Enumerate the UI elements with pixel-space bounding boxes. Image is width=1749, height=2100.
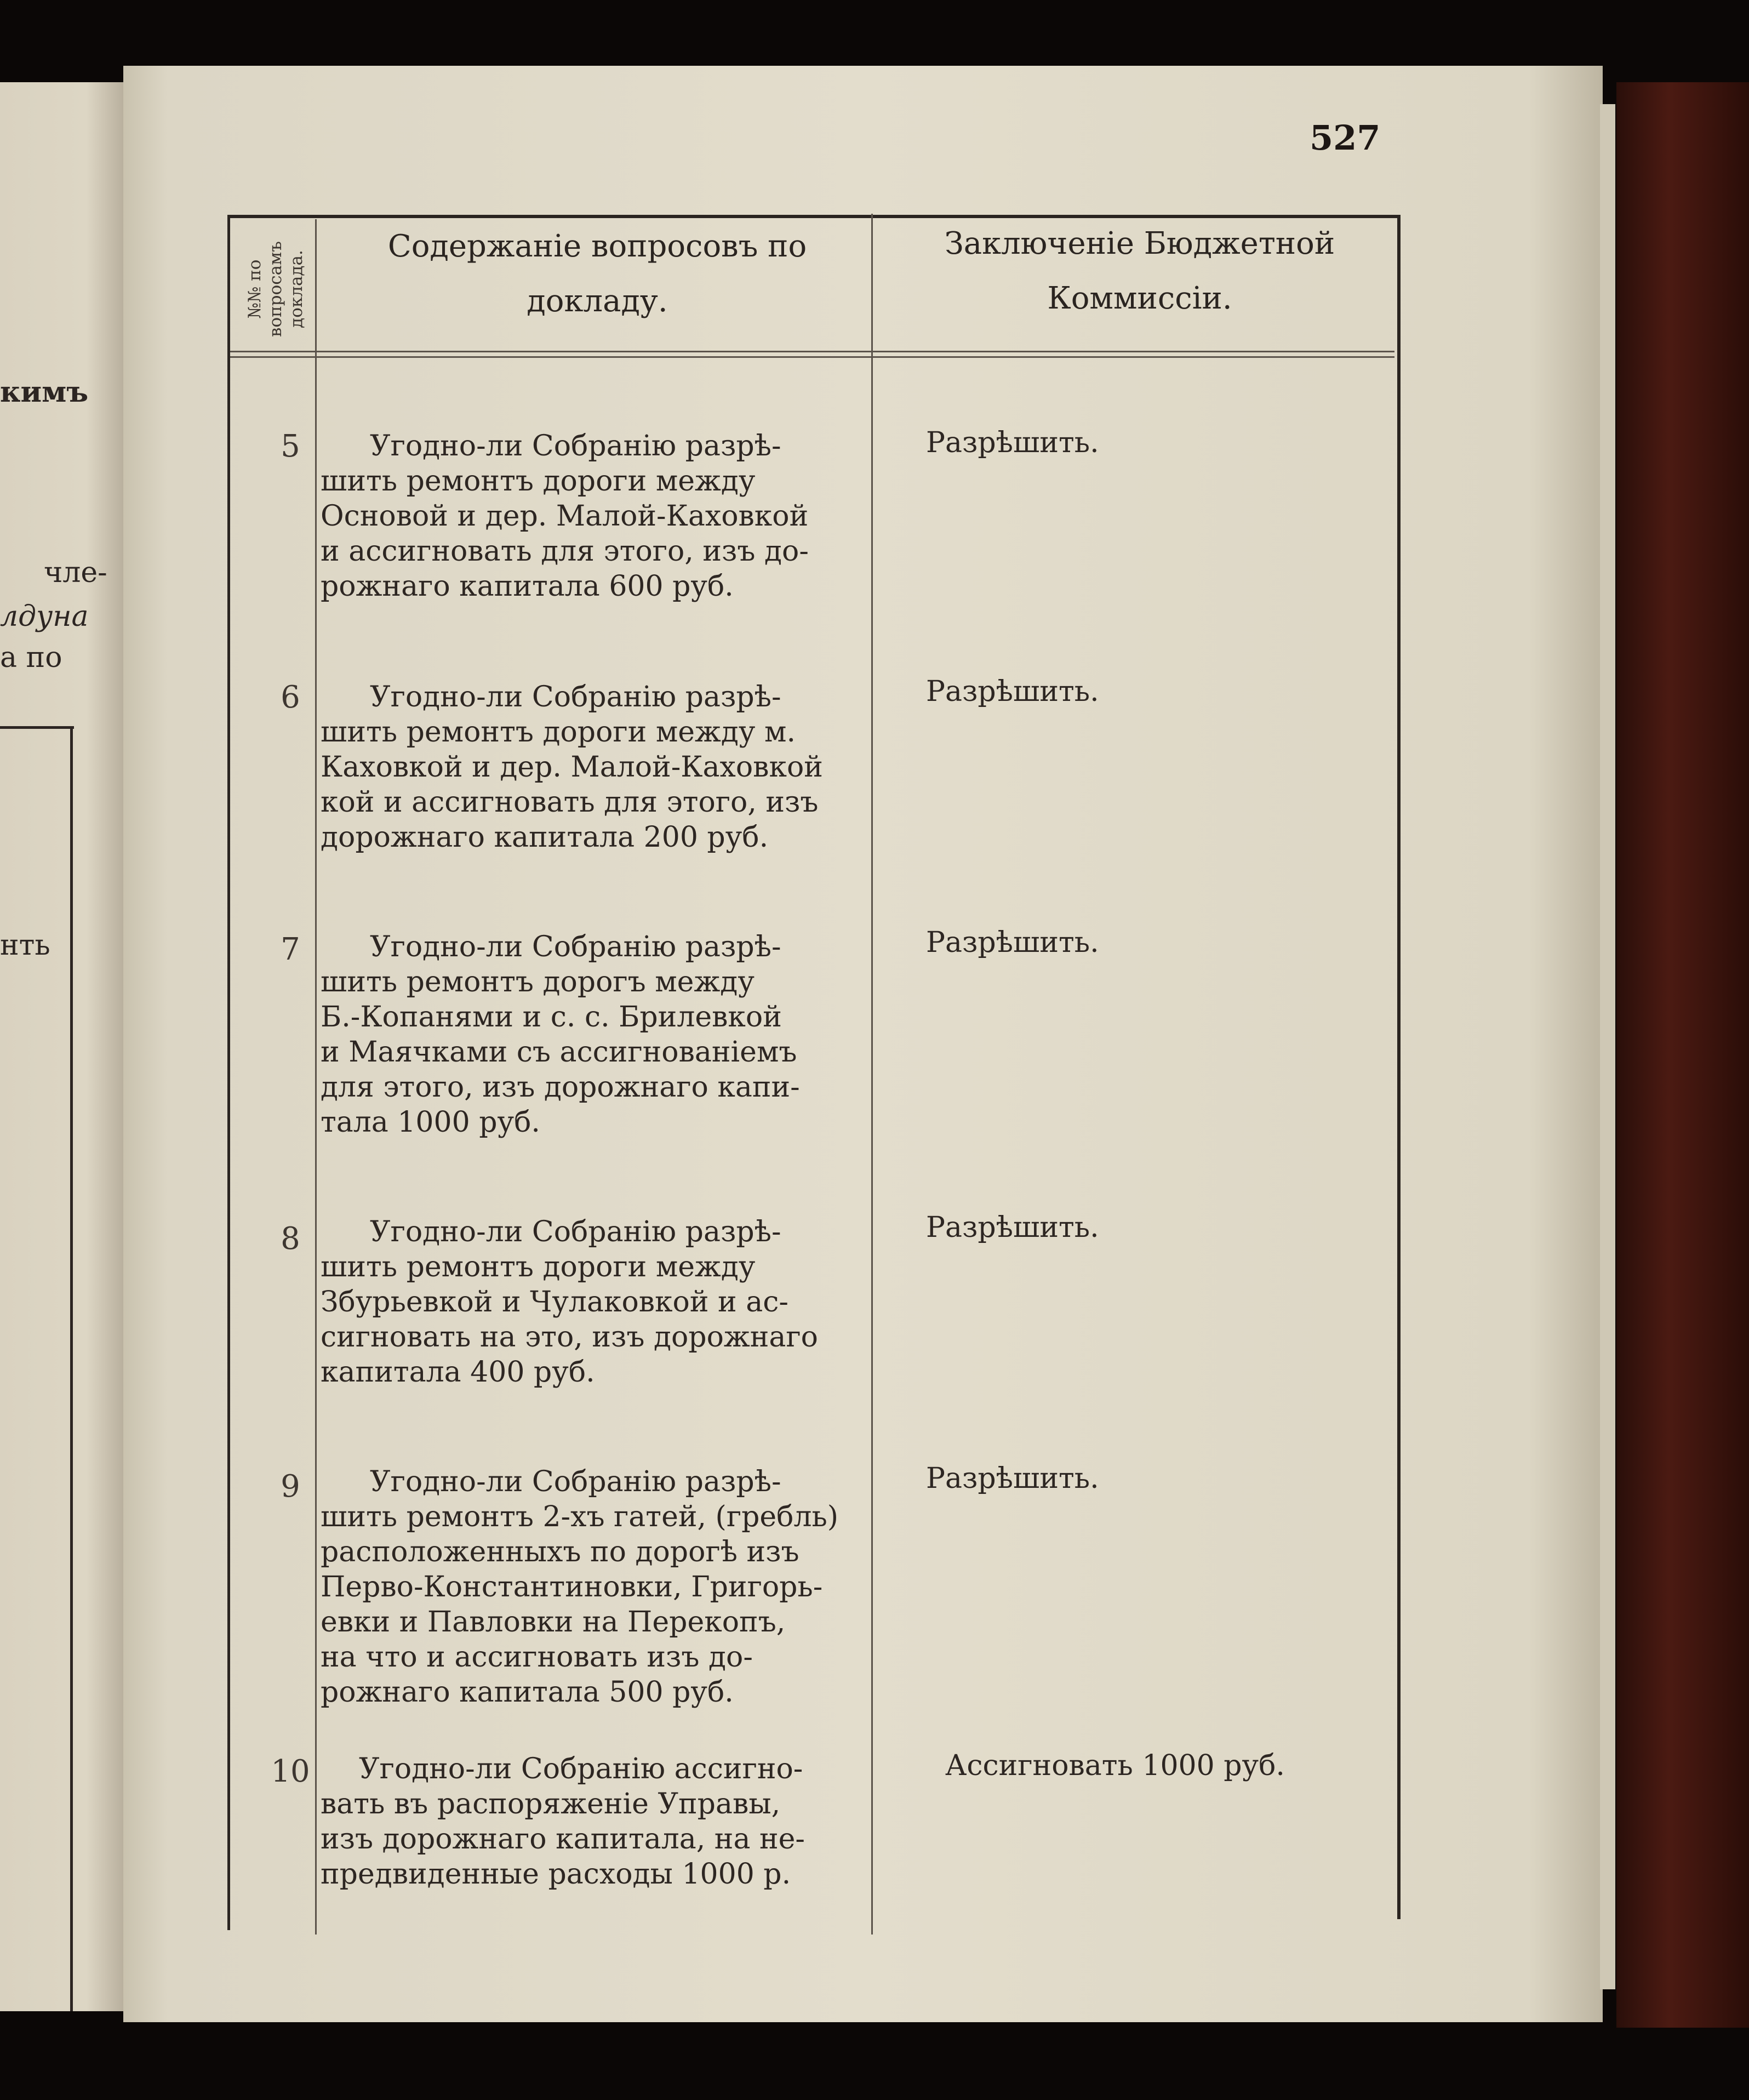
question-line: и ассигновать для этого, изъ до- — [321, 535, 809, 568]
question-line: и Маячками съ ассигнованіемъ — [321, 1036, 797, 1069]
question-line: Угодно-ли Собранію разрѣ- — [370, 1216, 781, 1248]
question-line: Перво-Константиновки, Григорь- — [321, 1571, 823, 1603]
question-line: Угодно-ли Собранію разрѣ- — [370, 1465, 781, 1498]
question-line: вать въ распоряженіе Управы, — [321, 1788, 781, 1821]
question-line: тала 1000 руб. — [321, 1106, 540, 1139]
header-number-column: №№ по вопросамъ доклада. — [245, 241, 306, 337]
row-answer: Разрѣшить. — [926, 1462, 1099, 1495]
row-question — [321, 1751, 860, 1892]
question-line: Збурьевкой и Чулаковкой и ас- — [321, 1286, 788, 1319]
question-line: Угодно-ли Собранію разрѣ- — [370, 681, 781, 714]
prev-page-fragment-3: лдуна — [0, 600, 89, 633]
row-number: 5 — [281, 429, 300, 464]
question-line: кой и ассигновать для этого, изъ — [321, 786, 819, 819]
header-content-line-2: докладу. — [527, 283, 668, 319]
prev-page-column-rule — [70, 726, 73, 2011]
column-rule-1 — [315, 219, 317, 1934]
row-answer: Разрѣшить. — [926, 926, 1099, 959]
question-line: расположенныхъ по дорогѣ изъ — [321, 1536, 799, 1568]
question-line: шить ремонтъ 2-хъ гатей, (гребль) — [321, 1500, 839, 1533]
question-line: сигновать на это, изъ дорожнаго — [321, 1321, 818, 1354]
header-conclusion — [888, 216, 1392, 326]
prev-page-fragment-4: а по — [0, 641, 62, 674]
row-number: 6 — [281, 680, 300, 715]
book-binding — [1616, 82, 1749, 2028]
row-number: 7 — [281, 932, 300, 967]
page-edge — [1600, 104, 1615, 1989]
column-rule-2 — [871, 214, 873, 1934]
prev-page-fragment-5: нть — [0, 929, 50, 962]
row-answer: Ассигновать 1000 руб. — [945, 1749, 1285, 1782]
question-line: шить ремонтъ дороги между — [321, 1251, 756, 1283]
header-conclusion-line-2: Коммиссіи. — [1047, 281, 1232, 316]
question-line: Основой и дер. Малой-Каховкой — [321, 500, 809, 533]
question-line: Каховкой и дер. Малой-Каховкой — [321, 751, 823, 784]
question-line: капитала 400 руб. — [321, 1356, 595, 1389]
question-line: рожнаго капитала 600 руб. — [321, 570, 734, 603]
question-line: Б.-Копанями и с. с. Брилевкой — [321, 1001, 782, 1034]
question-line: для этого, изъ дорожнаго капи- — [321, 1071, 800, 1104]
row-question — [321, 1464, 860, 1710]
header-rule-1 — [230, 351, 1394, 352]
prev-page-fragment-2: чле- — [44, 556, 107, 589]
header-content — [340, 219, 855, 329]
question-line: предвиденные расходы 1000 р. — [321, 1858, 791, 1891]
row-question — [321, 1214, 860, 1390]
header-content-line-1: Содержаніе вопросовъ по — [387, 229, 807, 264]
question-line: на что и ассигновать изъ до- — [321, 1641, 753, 1674]
question-line: шить ремонтъ дорогъ между — [321, 966, 755, 998]
question-line: шить ремонтъ дороги между м. — [321, 716, 796, 749]
question-line: Угодно-ли Собранію ассигно- — [359, 1753, 803, 1785]
question-line: евки и Павловки на Перекопъ, — [321, 1606, 786, 1639]
question-line: Угодно-ли Собранію разрѣ- — [370, 430, 781, 463]
question-line: дорожнаго капитала 200 руб. — [321, 821, 769, 854]
row-question — [321, 429, 860, 604]
row-question — [321, 680, 860, 855]
row-number: 9 — [281, 1469, 300, 1504]
prev-page-fragment-1: кимъ — [0, 375, 89, 409]
question-line: Угодно-ли Собранію разрѣ- — [370, 931, 781, 963]
table-right-rule — [1397, 215, 1401, 1919]
header-rule-2 — [230, 356, 1394, 358]
row-question — [321, 929, 860, 1140]
header-conclusion-line-1: Заключеніе Бюджетной — [944, 226, 1335, 261]
question-line: изъ дорожнаго капитала, на не- — [321, 1823, 805, 1856]
row-number: 8 — [281, 1221, 300, 1257]
table-left-rule — [227, 215, 230, 1930]
row-answer: Разрѣшить. — [926, 1211, 1099, 1244]
question-line: рожнаго капитала 500 руб. — [321, 1676, 734, 1709]
question-line: шить ремонтъ дороги между — [321, 465, 756, 498]
row-answer: Разрѣшить. — [926, 675, 1099, 708]
page-number: 527 — [1310, 118, 1381, 158]
prev-page-rule — [0, 726, 74, 729]
previous-page — [0, 82, 123, 2011]
row-number: 10 — [271, 1754, 310, 1789]
row-answer: Разрѣшить. — [926, 426, 1099, 459]
